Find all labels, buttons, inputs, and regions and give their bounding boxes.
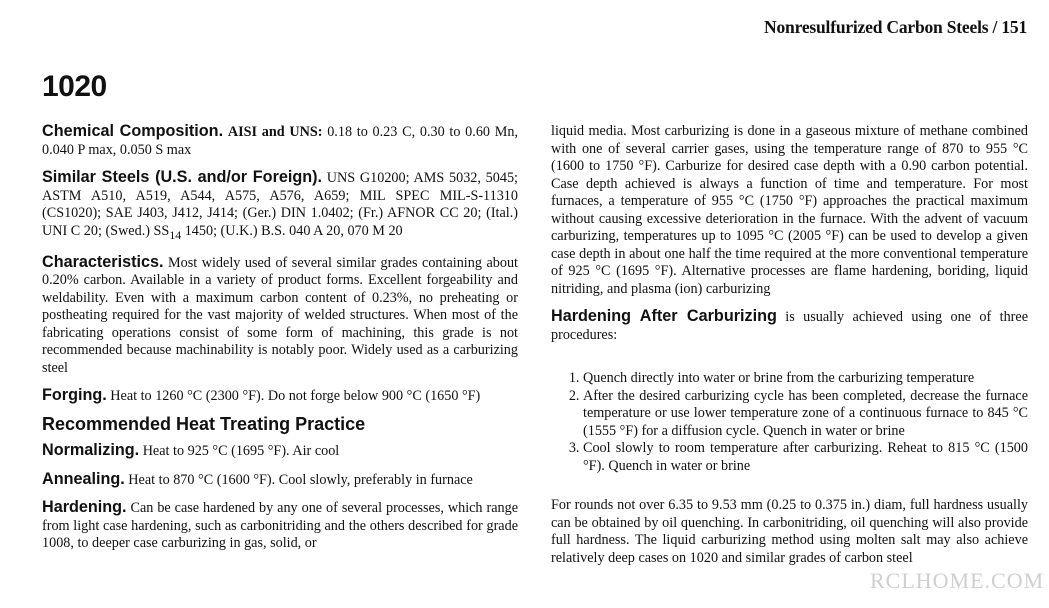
- annealing-text: Heat to 870 °C (1600 °F). Cool slowly, preferably in furnace: [124, 471, 473, 488]
- running-head: Nonresulfurized Carbon Steels / 151: [764, 17, 1027, 37]
- similar-steels-heading: Similar Steels (U.S. and/or Foreign).: [42, 168, 323, 186]
- characteristics-heading: Characteristics.: [42, 252, 164, 271]
- similar-steels-paragraph: [42, 169, 518, 244]
- hardening-text: Can be case hardened by any one of several processes, which range from light case hardening, such as carbonitriding and the others described for grade 1008, to deeper case carburizing in gas, solid, or: [42, 500, 518, 552]
- chemical-composition-text: 0.18 to 0.23 C, 0.30 to 0.60 Mn, 0.040 P max, 0.050 S max: [42, 124, 519, 158]
- hardening-after-carburizing-paragraph: [551, 308, 1028, 344]
- annealing-paragraph: [42, 471, 518, 490]
- normalizing-paragraph: [42, 442, 518, 461]
- chemical-composition-lead: AISI and UNS:: [227, 124, 323, 140]
- normalizing-text: Heat to 925 °C (1695 °F). Air cool: [139, 443, 340, 460]
- left-column: [42, 123, 518, 563]
- chemical-composition-paragraph: [42, 123, 518, 159]
- similar-steels-subscript: 14: [169, 227, 182, 242]
- procedure-item: 3. Cool slowly to room temperature after carburizing. Reheat to 815 °C (1500 °F). Quench in water or brine: [583, 440, 1028, 475]
- heat-treating-section-title: Recommended Heat Treating Practice: [42, 413, 366, 434]
- similar-steels-text-2: 1450; (U.K.) B.S. 040 A 20, 070 M 20: [181, 222, 403, 239]
- forging-paragraph: [42, 387, 518, 406]
- procedure-item: 1. Quench directly into water or brine from the carburizing temperature: [583, 370, 1028, 388]
- hardening-heading: Hardening.: [42, 498, 127, 517]
- forging-heading: Forging.: [42, 386, 107, 405]
- chemical-composition-heading: Chemical Composition.: [42, 122, 224, 140]
- procedures-list: [551, 370, 1028, 475]
- procedure-item: 2. After the desired carburizing cycle has been completed, decrease the furnace temperature or use lower temperature zone of a continuous furnace to 845 °C (1555 °F) for a diffusion cycle. Quench in water or brine: [583, 388, 1028, 441]
- rounds-paragraph: For rounds not over 6.35 to 9.53 mm (0.25 to 0.375 in.) diam, full hardness usually can be obtained by oil quenching. In carbonitriding, oil quenching will also provide full hardness. The liquid carburizing method using molten salt may also achieve relatively deep cases on 1020 and similar grades of carbon steel: [551, 497, 1028, 566]
- normalizing-heading: Normalizing.: [42, 441, 140, 460]
- forging-text: Heat to 1260 °C (2300 °F). Do not forge below 900 °C (1650 °F): [106, 388, 481, 405]
- annealing-heading: Annealing.: [42, 469, 125, 488]
- grade-title: 1020: [42, 70, 107, 103]
- characteristics-paragraph: [42, 254, 518, 378]
- right-column: [551, 123, 1028, 577]
- watermark: RCLHOME.COM: [870, 568, 1045, 593]
- characteristics-text: Most widely used of several similar grades containing about 0.20% carbon. Available in a variety of product forms. Excellent forgeability and weldability. Even with a maximum carbon content of 0.23%, no preheating or postheating required for the vast majority of welded structures. When most of the fabricating operations consist of some form of machining, this grade is not recommended because machinability is notably poor. Widely used as a carburizing steel: [42, 254, 518, 376]
- hardening-after-carburizing-heading: Hardening After Carburizing: [551, 307, 777, 325]
- hardening-paragraph: [42, 499, 518, 553]
- hardening-after-carburizing-text: is usually achieved using one of three procedures:: [551, 309, 1028, 343]
- carburizing-paragraph: liquid media. Most carburizing is done in a gaseous mixture of methane combined with one of several carrier gases, using the temperature range of 870 to 955 °C (1600 to 1750 °F). Carburize for desired case depth with a 0.90 carbon potential. Case depth achieved is always a function of time and temperature. For most furnaces, a temperature of 955 °C (1750 °F) approaches the practical maximum without causing excessive deterioration in the furnace. With the advent of vacuum carburizing, temperatures up to 1095 °C (2005 °F) can be used to develop a given case depth in about one half the time required at the more conventional temperature of 925 °C (1695 °F). Alternative processes are flame hardening, boriding, liquid nitriding, and plasma (ion) carburizing: [551, 123, 1028, 297]
- similar-steels-text: UNS G10200; AMS 5032, 5045; ASTM A510, A519, A544, A575, A576, A659; MIL SPEC MIL-S-11310 (CS1020); SAE J403, J412, J414; (Ger.) DIN 1.0402; (Fr.) AFNOR CC 20; (Ital.) UNI C 20; (Swed.) SS: [42, 170, 518, 239]
